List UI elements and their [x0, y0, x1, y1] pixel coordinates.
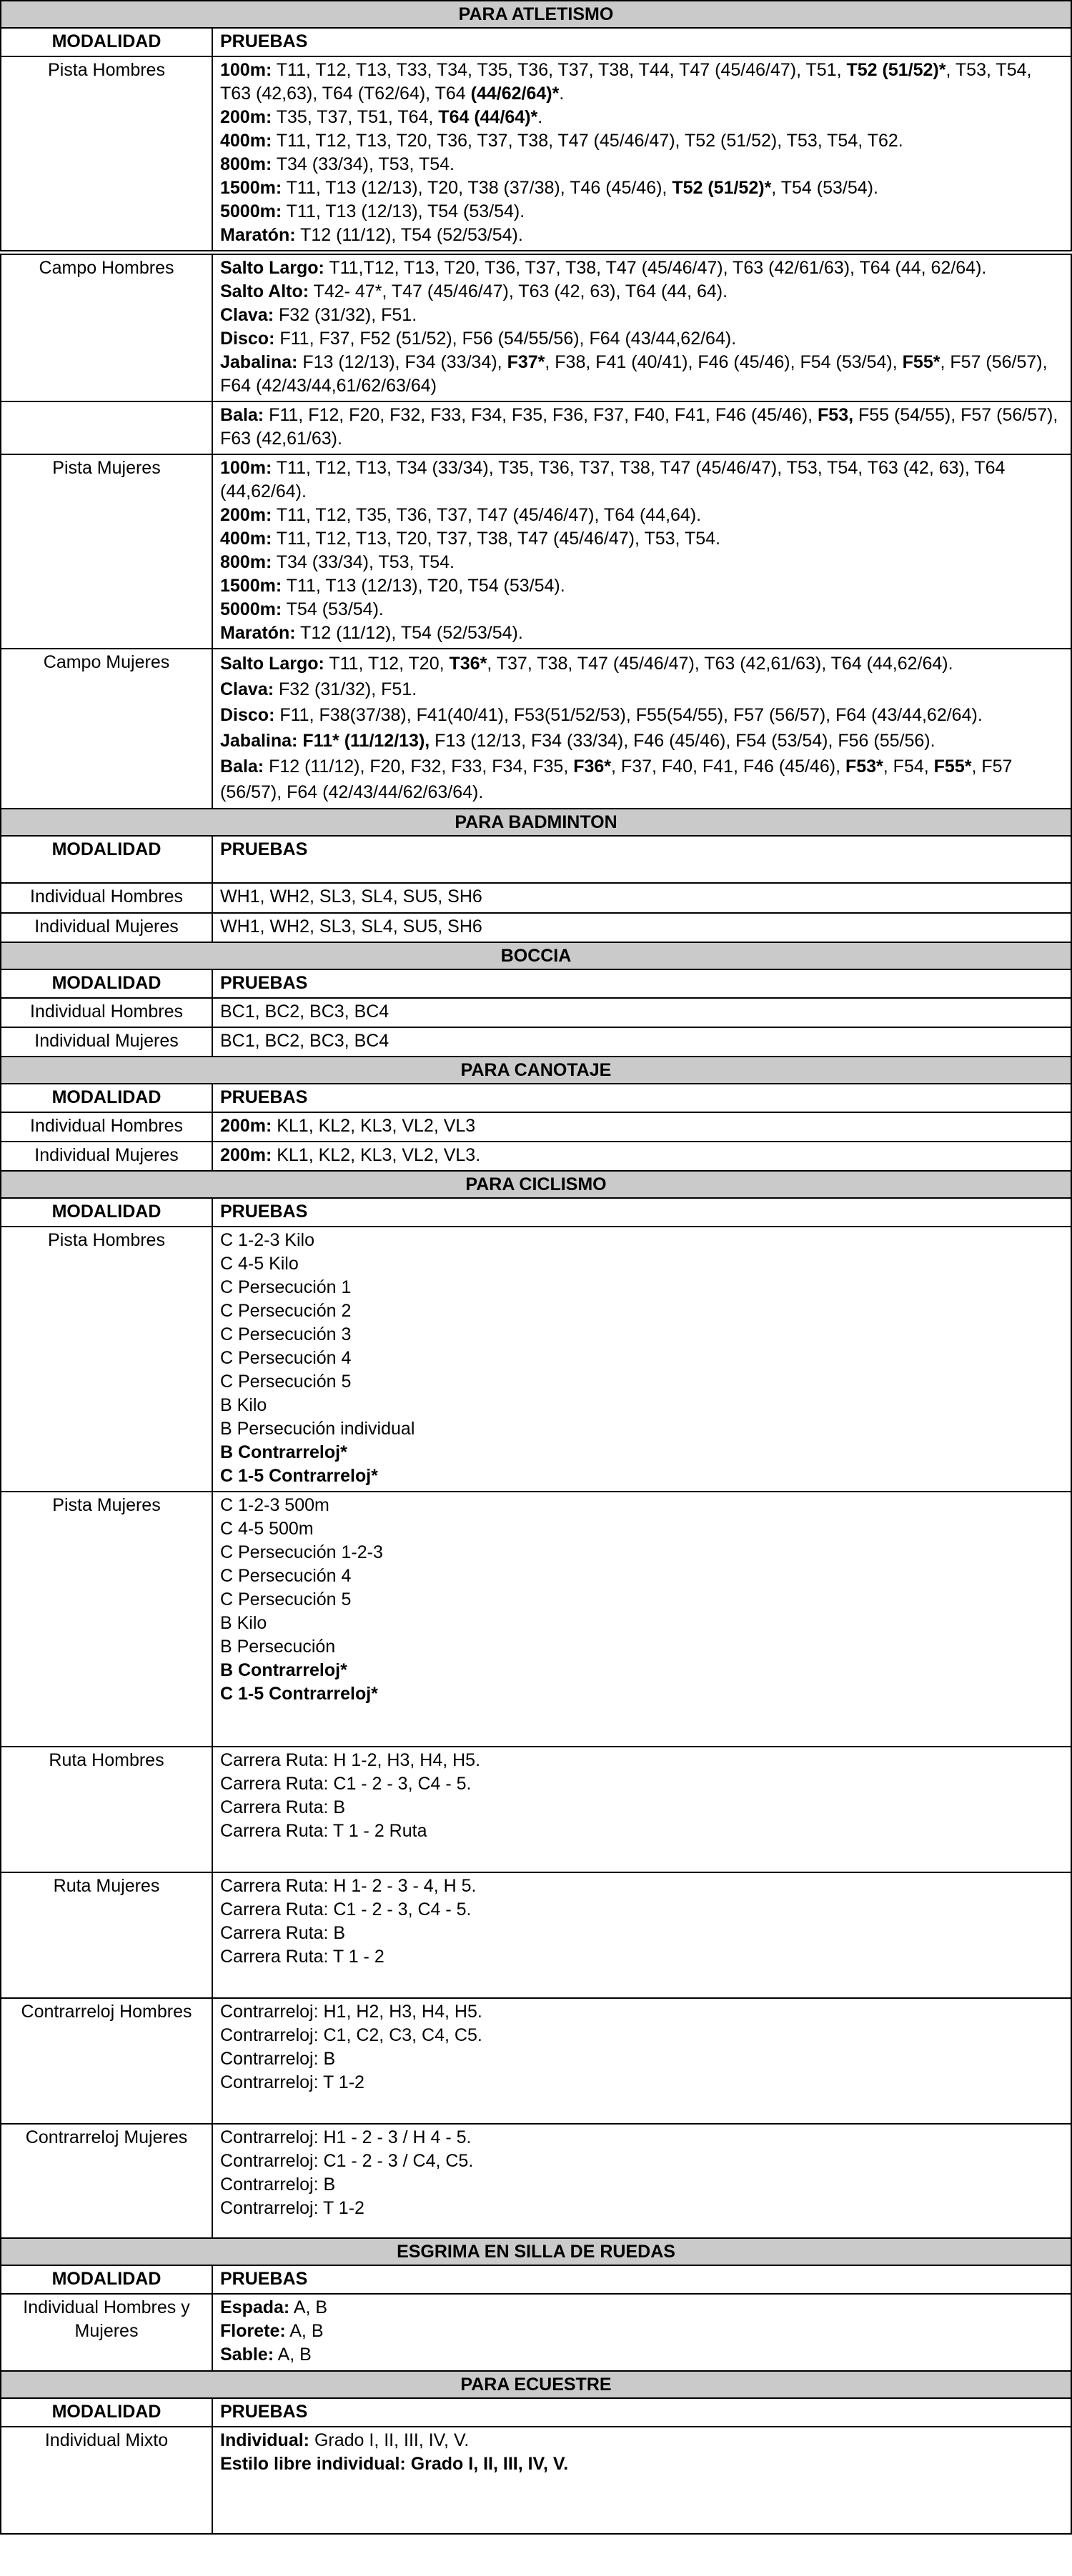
- text: F12 (11/12), F20, F32, F33, F34, F35,: [264, 757, 574, 777]
- event-line: [220, 351, 1063, 398]
- event-line: [220, 651, 1063, 677]
- table-row: [1, 56, 1071, 253]
- table-row: [1, 998, 1071, 1027]
- events-column-header: PRUEBAS: [212, 28, 1071, 56]
- event-line: [220, 1229, 1063, 1252]
- bold-text: Individual:: [220, 2430, 309, 2450]
- text: T35, T37, T51, T64,: [272, 107, 439, 127]
- bold-text: Bala:: [220, 757, 264, 777]
- event-line: [220, 2047, 1063, 2071]
- text: T34 (33/34), T53, T54.: [272, 552, 455, 572]
- events-cell: [212, 2294, 1071, 2371]
- text: F11, F38(37/38), F41(40/41), F53(51/52/53), F55(54/55), F57 (56/57), F64 (43/44,62/64).: [274, 705, 983, 725]
- event-line: [220, 224, 1063, 247]
- event-line: [220, 1347, 1063, 1370]
- bold-text: Salto Largo:: [220, 654, 324, 674]
- text: BC1, BC2, BC3, BC4: [220, 1002, 389, 1022]
- bold-text: T52 (51/52)*: [672, 178, 772, 198]
- bold-text: Sable:: [220, 2345, 274, 2365]
- modality-column-header: MODALIDAD: [1, 1198, 212, 1227]
- modality-cell: Ruta Mujeres: [1, 1872, 212, 1998]
- event-line: [220, 677, 1063, 702]
- event-line: [220, 728, 1063, 754]
- table-row: [1, 2427, 1071, 2534]
- bold-text: 800m:: [220, 552, 272, 572]
- event-line: [220, 1323, 1063, 1347]
- event-line: [220, 1945, 1063, 1969]
- event-line: [220, 1114, 1063, 1138]
- section-title-row: [1, 1, 1071, 28]
- modality-column-header: MODALIDAD: [1, 836, 212, 883]
- bold-text: 200m:: [220, 505, 272, 525]
- bold-text: Clava:: [220, 305, 274, 325]
- modality-cell: Individual Mujeres: [1, 1027, 212, 1057]
- text: WH1, WH2, SL3, SL4, SU5, SH6: [220, 917, 482, 937]
- text: Contrarreloj: B: [220, 2049, 336, 2069]
- table-row: [1, 454, 1071, 649]
- text: KL1, KL2, KL3, VL2, VL3: [272, 1116, 476, 1136]
- event-line: [220, 129, 1063, 153]
- events-cell: [212, 56, 1071, 253]
- event-line: [220, 1144, 1063, 1167]
- events-cell: [212, 1872, 1071, 1998]
- table-row: [1, 401, 1071, 454]
- section-title-row: [1, 2238, 1071, 2265]
- text: Carrera Ruta: C1 - 2 - 3, C4 - 5.: [220, 1774, 472, 1794]
- text: Carrera Ruta: B: [220, 1923, 346, 1943]
- text: C Persecución 5: [220, 1372, 352, 1392]
- text: Contrarreloj: B: [220, 2175, 336, 2195]
- text: F13 (12/13), F34 (33/34),: [297, 352, 507, 372]
- events-cell: [212, 253, 1071, 402]
- event-line: [220, 1749, 1063, 1772]
- modality-column-header: MODALIDAD: [1, 2265, 212, 2294]
- event-line: [220, 1370, 1063, 1394]
- event-line: [220, 885, 1063, 909]
- modality-column-header: MODALIDAD: [1, 1084, 212, 1112]
- text: F11, F12, F20, F32, F33, F34, F35, F36, F37, F40, F41, F46 (45/46),: [264, 405, 818, 425]
- event-line: [220, 327, 1063, 351]
- modality-cell: Individual Hombres: [1, 1112, 212, 1142]
- modality-column-header: MODALIDAD: [1, 28, 212, 56]
- events-cell: [212, 2427, 1071, 2534]
- modality-column-header: MODALIDAD: [1, 969, 212, 998]
- event-line: [220, 1276, 1063, 1299]
- event-line: [220, 754, 1063, 805]
- table-row: [1, 1872, 1071, 1998]
- modality-cell: Individual Mixto: [1, 2427, 212, 2534]
- text: , F57 (56/57), F64 (42/43/44,61/62/63/64): [220, 352, 1048, 396]
- event-line: [220, 621, 1063, 645]
- modality-cell: Individual Hombres y Mujeres: [1, 2294, 212, 2371]
- bold-text: Clava:: [220, 679, 274, 699]
- bold-text: 1500m:: [220, 178, 282, 198]
- event-line: [220, 2296, 1063, 2320]
- event-line: [220, 1819, 1063, 1843]
- event-line: [220, 2126, 1063, 2150]
- event-line: [220, 598, 1063, 621]
- bold-text: F53,: [818, 405, 854, 425]
- text: A, B: [285, 2321, 324, 2341]
- table-row: [1, 2294, 1071, 2371]
- bold-text: 1500m:: [220, 576, 282, 596]
- modality-cell: Contrarreloj Mujeres: [1, 2124, 212, 2238]
- text: Contrarreloj: T 1-2: [220, 2198, 364, 2218]
- events-cell: [212, 1747, 1071, 1872]
- events-column-header: PRUEBAS: [212, 836, 1071, 883]
- events-column-header: PRUEBAS: [212, 2398, 1071, 2427]
- events-column-header: PRUEBAS: [212, 2265, 1071, 2294]
- text: T12 (11/12), T54 (52/53/54).: [295, 623, 523, 643]
- event-line: [220, 527, 1063, 551]
- bold-text: 200m:: [220, 1116, 272, 1136]
- bold-text: Florete:: [220, 2321, 286, 2341]
- text: B Persecución: [220, 1637, 336, 1657]
- section-title: PARA CANOTAJE: [1, 1057, 1071, 1084]
- text: C Persecución 2: [220, 1301, 352, 1321]
- text: .: [559, 84, 565, 104]
- bold-text: 400m:: [220, 529, 272, 549]
- text: F11, F37, F52 (51/52), F56 (54/55/56), F64 (43/44,62/64).: [274, 329, 737, 349]
- event-line: [220, 1612, 1063, 1635]
- event-line: [220, 200, 1063, 224]
- text: F13 (12/13, F34 (33/34), F46 (45/46), F54 (53/54), F56 (55/56).: [430, 731, 935, 751]
- event-line: [220, 59, 1063, 106]
- events-cell: [212, 454, 1071, 649]
- events-cell: [212, 2124, 1071, 2238]
- text: , F38, F41 (40/41), F46 (45/46), F54 (53/54),: [545, 352, 903, 372]
- text: Carrera Ruta: H 1-2, H3, H4, H5.: [220, 1750, 481, 1770]
- event-line: [220, 1659, 1063, 1682]
- table-row: [1, 1998, 1071, 2124]
- event-line: [220, 915, 1063, 939]
- event-line: [220, 256, 1063, 280]
- text: A, B: [289, 2297, 328, 2317]
- text: T54 (53/54).: [282, 599, 384, 619]
- section-title: PARA ATLETISMO: [1, 1, 1071, 28]
- bold-text: 100m:: [220, 60, 272, 80]
- text: T11, T12, T13, T20, T37, T38, T47 (45/46/47), T53, T54.: [272, 529, 720, 549]
- text: BC1, BC2, BC3, BC4: [220, 1031, 389, 1051]
- event-line: [220, 551, 1063, 574]
- section-title-row: [1, 1171, 1071, 1198]
- event-line: [220, 2000, 1063, 2024]
- events-cell: [212, 401, 1071, 454]
- table-row: [1, 1027, 1071, 1057]
- text: C 1-2-3 500m: [220, 1495, 329, 1515]
- text: , T54 (53/54).: [771, 178, 878, 198]
- table-row: [1, 649, 1071, 809]
- event-line: [220, 304, 1063, 327]
- text: T11, T12, T13, T34 (33/34), T35, T36, T37, T38, T47 (45/46/47), T53, T54, T63 (42, 63), T64 (44,62/64).: [220, 458, 1006, 501]
- events-cell: [212, 1998, 1071, 2124]
- event-line: [220, 2320, 1063, 2343]
- text: .: [537, 107, 543, 127]
- event-line: [220, 2150, 1063, 2173]
- text: , T37, T38, T47 (45/46/47), T63 (42,61/63), T64 (44,62/64).: [487, 654, 953, 674]
- text: Carrera Ruta: C1 - 2 - 3, C4 - 5.: [220, 1899, 472, 1919]
- text: C 1-2-3 Kilo: [220, 1230, 314, 1250]
- section-title: PARA ECUESTRE: [1, 2371, 1071, 2398]
- event-line: [220, 574, 1063, 598]
- event-line: [220, 1417, 1063, 1441]
- column-header-row: [1, 2265, 1071, 2294]
- text: T42- 47*, T47 (45/46/47), T63 (42, 63), T64 (44, 64).: [309, 281, 728, 301]
- column-header-row: [1, 28, 1071, 56]
- text: Contrarreloj: T 1-2: [220, 2072, 364, 2092]
- section-title: ESGRIMA EN SILLA DE RUEDAS: [1, 2238, 1071, 2265]
- text: C Persecución 5: [220, 1589, 352, 1609]
- bold-text: 800m:: [220, 154, 272, 174]
- table-row: [1, 1142, 1071, 1171]
- classification-table-body: [1, 1, 1071, 2534]
- events-column-header: PRUEBAS: [212, 1084, 1071, 1112]
- bold-text: Maratón:: [220, 225, 296, 245]
- text: F32 (31/32), F51.: [274, 305, 417, 325]
- event-line: [220, 1635, 1063, 1659]
- column-header-row: [1, 1084, 1071, 1112]
- text: Contrarreloj: H1 - 2 - 3 / H 4 - 5.: [220, 2127, 472, 2147]
- bold-text: Jabalina: F11* (11/12/13),: [220, 731, 430, 751]
- bold-text: (44/62/64)*: [470, 84, 560, 104]
- event-line: [220, 1517, 1063, 1541]
- bold-text: C 1-5 Contrarreloj*: [220, 1466, 378, 1486]
- modality-cell: Campo Mujeres: [1, 649, 212, 809]
- modality-column-header: MODALIDAD: [1, 2398, 212, 2427]
- modality-cell: Individual Hombres: [1, 883, 212, 913]
- column-header-row: [1, 1198, 1071, 1227]
- event-line: [220, 1252, 1063, 1276]
- bold-text: 200m:: [220, 1145, 272, 1165]
- text: Contrarreloj: H1, H2, H3, H4, H5.: [220, 2002, 482, 2022]
- text: Grado I, II, III, IV, V.: [309, 2430, 470, 2450]
- text: C Persecución 1: [220, 1277, 352, 1297]
- bold-text: B Contrarreloj*: [220, 1442, 347, 1462]
- events-cell: [212, 913, 1071, 942]
- bold-text: 100m:: [220, 458, 272, 478]
- bold-text: F53*: [845, 757, 883, 777]
- text: T11, T13 (12/13), T20, T38 (37/38), T46 (45/46),: [282, 178, 673, 198]
- bold-text: Bala:: [220, 405, 264, 425]
- section-title-row: [1, 1057, 1071, 1084]
- bold-text: F55*: [933, 757, 972, 777]
- events-cell: [212, 649, 1071, 809]
- table-row: [1, 1227, 1071, 1492]
- modality-cell: Ruta Hombres: [1, 1747, 212, 1872]
- text: C Persecución 1-2-3: [220, 1542, 383, 1562]
- event-line: [220, 1541, 1063, 1564]
- text: Carrera Ruta: T 1 - 2 Ruta: [220, 1821, 427, 1841]
- bold-text: F36*: [573, 757, 612, 777]
- bold-text: F37*: [507, 352, 545, 372]
- modality-cell: Individual Mujeres: [1, 1142, 212, 1171]
- text: C Persecución 3: [220, 1324, 352, 1344]
- modality-cell: Individual Mujeres: [1, 913, 212, 942]
- bold-text: Jabalina:: [220, 352, 298, 372]
- text: B Kilo: [220, 1613, 267, 1633]
- events-cell: [212, 1027, 1071, 1057]
- event-line: [220, 153, 1063, 176]
- event-line: [220, 2429, 1063, 2452]
- text: A, B: [274, 2345, 312, 2365]
- text: , F37, F40, F41, F46 (45/46),: [611, 757, 845, 777]
- text: T11, T13 (12/13), T20, T54 (53/54).: [282, 576, 565, 596]
- text: Carrera Ruta: H 1- 2 - 3 - 4, H 5.: [220, 1876, 477, 1896]
- bold-text: Salto Alto:: [220, 281, 309, 301]
- event-line: [220, 1464, 1063, 1488]
- event-line: [220, 456, 1063, 504]
- bold-text: Espada:: [220, 2297, 290, 2317]
- modality-cell: Individual Hombres: [1, 998, 212, 1027]
- bold-text: T36*: [449, 654, 487, 674]
- text: KL1, KL2, KL3, VL2, VL3.: [272, 1145, 481, 1165]
- bold-text: 200m:: [220, 107, 272, 127]
- section-title: PARA CICLISMO: [1, 1171, 1071, 1198]
- event-line: [220, 1796, 1063, 1819]
- bold-text: 5000m:: [220, 599, 282, 619]
- event-line: [220, 1299, 1063, 1323]
- event-line: [220, 504, 1063, 527]
- text: T11,T12, T13, T20, T36, T37, T38, T47 (45/46/47), T63 (42/61/63), T64 (44, 62/64).: [324, 258, 987, 278]
- event-line: [220, 1564, 1063, 1588]
- text: B Kilo: [220, 1395, 267, 1415]
- text: C Persecución 4: [220, 1348, 352, 1368]
- event-line: [220, 1874, 1063, 1898]
- event-line: [220, 1772, 1063, 1796]
- section-title: PARA BADMINTON: [1, 809, 1071, 836]
- bold-text: T64 (44/64)*: [438, 107, 538, 127]
- column-header-row: [1, 836, 1071, 883]
- bold-text: Estilo libre individual: Grado I, II, III, IV, V.: [220, 2454, 569, 2474]
- event-line: [220, 1898, 1063, 1922]
- event-line: [220, 106, 1063, 129]
- bold-text: Maratón:: [220, 623, 296, 643]
- modality-cell: [1, 401, 212, 454]
- text: T34 (33/34), T53, T54.: [272, 154, 455, 174]
- events-cell: [212, 883, 1071, 913]
- text: T11, T12, T35, T36, T37, T47 (45/46/47), T64 (44,64).: [272, 505, 702, 525]
- events-cell: [212, 1112, 1071, 1142]
- text: T11, T13 (12/13), T54 (53/54).: [282, 201, 525, 221]
- bold-text: B Contrarreloj*: [220, 1660, 347, 1680]
- modality-cell: Pista Mujeres: [1, 1492, 212, 1747]
- event-line: [220, 1394, 1063, 1417]
- event-line: [220, 1029, 1063, 1053]
- modality-cell: Contrarreloj Hombres: [1, 1998, 212, 2124]
- events-column-header: PRUEBAS: [212, 969, 1071, 998]
- event-line: [220, 176, 1063, 200]
- table-row: [1, 253, 1071, 402]
- table-row: [1, 1112, 1071, 1142]
- modality-cell: Pista Hombres: [1, 56, 212, 253]
- events-column-header: PRUEBAS: [212, 1198, 1071, 1227]
- event-line: [220, 702, 1063, 728]
- event-line: [220, 2024, 1063, 2047]
- text: F32 (31/32), F51.: [274, 679, 417, 699]
- event-line: [220, 2197, 1063, 2220]
- event-line: [220, 2071, 1063, 2095]
- table-row: [1, 913, 1071, 942]
- text: C 4-5 500m: [220, 1519, 314, 1539]
- event-line: [220, 280, 1063, 304]
- text: Contrarreloj: C1 - 2 - 3 / C4, C5.: [220, 2151, 474, 2171]
- table-row: [1, 1747, 1071, 1872]
- events-cell: [212, 1142, 1071, 1171]
- event-line: [220, 1441, 1063, 1464]
- bold-text: C 1-5 Contrarreloj*: [220, 1684, 378, 1704]
- text: WH1, WH2, SL3, SL4, SU5, SH6: [220, 887, 482, 907]
- event-line: [220, 1000, 1063, 1024]
- events-cell: [212, 1227, 1071, 1492]
- event-line: [220, 404, 1063, 451]
- bold-text: Disco:: [220, 705, 275, 725]
- bold-text: 400m:: [220, 131, 272, 151]
- text: T11, T12, T13, T33, T34, T35, T36, T37, T38, T44, T47 (45/46/47), T51,: [272, 60, 847, 80]
- section-title: BOCCIA: [1, 942, 1071, 969]
- text: Carrera Ruta: B: [220, 1797, 346, 1817]
- text: Carrera Ruta: T 1 - 2: [220, 1947, 384, 1967]
- text: , F57 (56/57), F64 (42/43/44/62/63/64).: [220, 757, 1013, 802]
- modality-cell: Pista Hombres: [1, 1227, 212, 1492]
- text: C 4-5 Kilo: [220, 1254, 299, 1274]
- column-header-row: [1, 2398, 1071, 2427]
- bold-text: Disco:: [220, 329, 275, 349]
- bold-text: F55*: [902, 352, 941, 372]
- text: C Persecución 4: [220, 1566, 352, 1586]
- text: F55 (54/55), F57 (56/57), F63 (42,61/63).: [220, 405, 1058, 449]
- modality-cell: Pista Mujeres: [1, 454, 212, 649]
- bold-text: T52 (51/52)*: [846, 60, 946, 80]
- text: T12 (11/12), T54 (52/53/54).: [295, 225, 523, 245]
- section-title-row: [1, 809, 1071, 836]
- text: B Persecución individual: [220, 1419, 415, 1439]
- text: T11, T12, T20,: [324, 654, 450, 674]
- event-line: [220, 2173, 1063, 2197]
- text: T11, T12, T13, T20, T36, T37, T38, T47 (45/46/47), T52 (51/52), T53, T54, T62.: [272, 131, 903, 151]
- text: Contrarreloj: C1, C2, C3, C4, C5.: [220, 2025, 482, 2045]
- table-row: [1, 883, 1071, 913]
- text: , F54,: [883, 757, 934, 777]
- section-title-row: [1, 2371, 1071, 2398]
- event-line: [220, 1588, 1063, 1612]
- events-cell: [212, 1492, 1071, 1747]
- bold-text: Salto Largo:: [220, 258, 324, 278]
- column-header-row: [1, 969, 1071, 998]
- events-cell: [212, 998, 1071, 1027]
- text: , T53, T54, T63 (42,63), T64 (T62/64), T64: [220, 60, 1032, 104]
- table-row: [1, 2124, 1071, 2238]
- modality-cell: Campo Hombres: [1, 253, 212, 402]
- event-line: [220, 1922, 1063, 1945]
- section-title-row: [1, 942, 1071, 969]
- event-line: [220, 1494, 1063, 1517]
- event-line: [220, 1682, 1063, 1706]
- table-row: [1, 1492, 1071, 1747]
- bold-text: 5000m:: [220, 201, 282, 221]
- event-line: [220, 2452, 1063, 2476]
- event-line: [220, 2343, 1063, 2367]
